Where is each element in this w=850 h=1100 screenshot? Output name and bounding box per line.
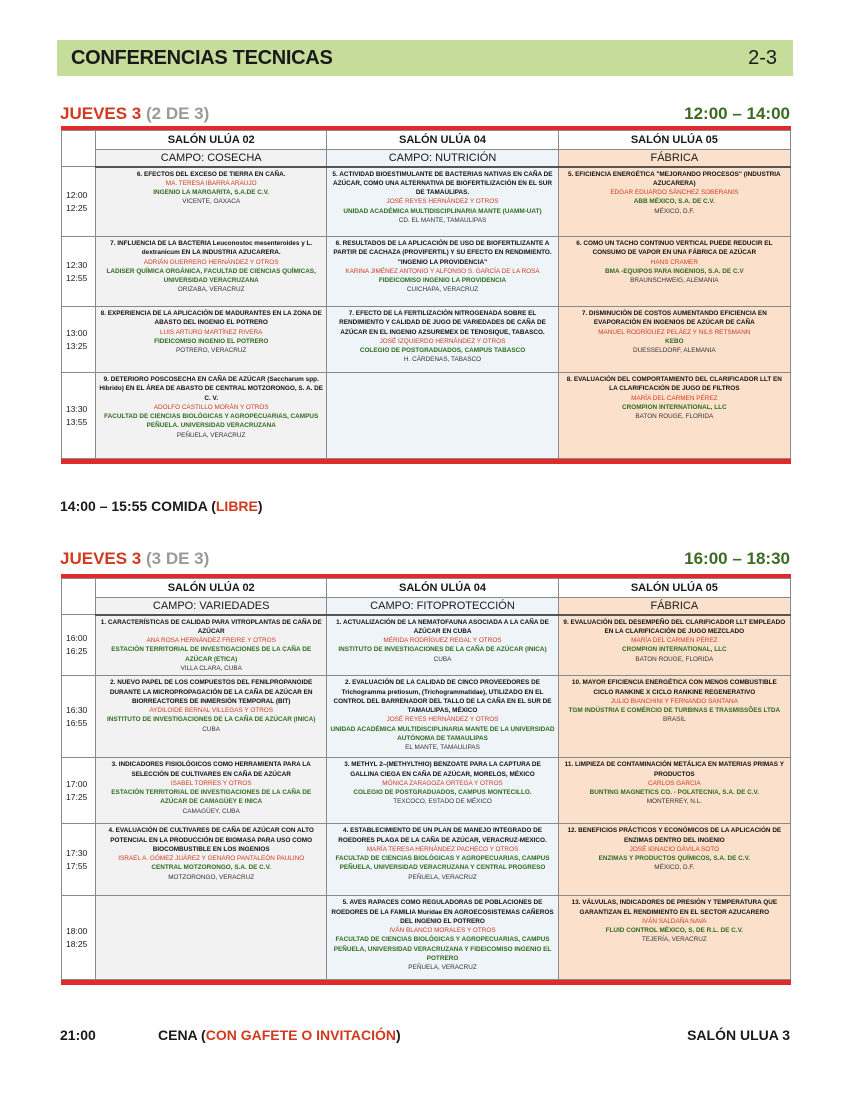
talk-place: CUBA — [202, 725, 221, 733]
talk-cell — [327, 373, 558, 459]
dinner-hall: SALÓN ULUA 3 — [687, 1027, 790, 1043]
talk-authors: IVÁN BLANCO MORALES Y OTROS — [389, 927, 496, 935]
dinner-line: 21:00 CENA ( CON GAFETE O INVITACIÓN ) SALÓN ULUA 3 — [60, 1027, 790, 1043]
lunch-line: 14:00 – 15:55 COMIDA ( LIBRE ) — [60, 498, 263, 514]
hall-header: SALÓN ULÚA 04 — [327, 131, 558, 150]
schedule-table-1 — [61, 126, 791, 464]
talk-authors: ADOLFO CASTILLO MORÁN Y OTROS — [153, 403, 269, 411]
talk-title: 7. DISMINUCIÓN DE COSTOS AUMENTANDO EFICIENCIA EN EVAPORACIÓN EN INGENIOS DE AZÚCAR DE CAÑA — [581, 310, 767, 327]
talk-place: CUBA — [433, 655, 452, 663]
talk-cell — [558, 896, 790, 980]
talk-title: 10. MAYOR EFICIENCIA ENERGÉTICA CON MENOS COMBUSTIBLE CICLO RANKINE X CICLO RANKINE REGENERATIVO — [571, 679, 777, 696]
talk-place: EL MANTE, TAMAULIPAS — [405, 744, 480, 752]
time-slot: 17:00 17:25 — [62, 758, 96, 824]
talk-institution: TGM INDÚSTRIA E COMÉRCIO DE TURBINAS E TRASMISSÕES LTDA — [568, 707, 781, 715]
talk-place: MÉXICO, D.F. — [654, 864, 695, 872]
talk-title: 9. DETERIORO POSCOSECHA EN CAÑA DE AZÚCAR (Saccharum spp. Híbrido) EN EL ÁREA DE ABASTO DE CENTRAL MOTZORONGO, S. A. DE C. V. — [99, 376, 324, 402]
talk-cell — [96, 167, 327, 237]
talk-place: CAMAGÜEY, CUBA — [182, 807, 240, 815]
talk-title: 5. AVES RAPACES COMO REGULADORAS DE POBLACIONES DE ROEDORES DE LA FAMILIA Muridae EN AGROECOSISTEMAS CAÑEROS DEL INGENIO EL POTRERO — [331, 899, 554, 925]
hall-header: SALÓN ULÚA 02 — [96, 579, 327, 598]
talk-cell — [327, 615, 558, 676]
talk-place: MÉXICO, D.F. — [654, 207, 695, 215]
field-header: CAMPO: VARIEDADES — [96, 598, 327, 615]
hall-header: SALÓN ULÚA 05 — [558, 579, 790, 598]
talk-place: BRAUNSCHWEIG, ALEMANIA — [630, 277, 719, 285]
talk-title: 3. METHYL 2–(METHYLTHIO) BENZOATE PARA LA CAPTURA DE GALLINA CIEGA EN CAÑA DE AZÚCAR, MORELOS, MÉXICO — [344, 761, 541, 778]
talk-authors: MÉRIDA RODRÍGUEZ REGAL Y OTROS — [383, 637, 502, 645]
talk-authors: AYDILOIDE BERNAL VILLEGAS Y OTROS — [149, 707, 274, 715]
hall-header: SALÓN ULÚA 05 — [558, 131, 790, 150]
talk-place: MONTERREY, N.L. — [646, 798, 702, 806]
talk-authors: JOSÉ REYES HERNÁNDEZ Y OTROS — [386, 198, 499, 206]
talk-institution: ENZIMAS Y PRODUCTOS QUÍMICOS, S.A. DE C.V. — [598, 855, 751, 863]
hall-header: SALÓN ULÚA 02 — [96, 131, 327, 150]
talk-place: TEXCOCO, ESTADO DE MÉXICO — [393, 798, 492, 806]
talk-title: 4. ESTABLECIMIENTO DE UN PLAN DE MANEJO INTEGRADO DE ROEDORES PLAGA DE LA CAÑA DE AZÚCAR, VERACRUZ-MEXICO. — [338, 827, 547, 844]
time-slot: 13:30 13:55 — [62, 373, 96, 459]
talk-cell — [96, 896, 327, 980]
talk-place: MOTZORONGO, VERACRUZ — [168, 873, 255, 881]
talk-title: 12. BENEFICIOS PRÁCTICOS Y ECONÓMICOS DE LA APLICACIÓN DE ENZIMAS DENTRO DEL INGENIO — [567, 827, 782, 844]
hall-header: SALÓN ULÚA 04 — [327, 579, 558, 598]
talk-title: 5. EFICIENCIA ENERGÉTICA "MEJORANDO PROCESOS" (INDUSTRIA AZUCARERA) — [568, 170, 781, 187]
talk-institution: CROMPION INTERNATIONAL, LLC — [622, 403, 727, 411]
talk-institution: BUNTING MAGNETICS CO. - POLATECNIA, S.A. DE C.V. — [589, 789, 760, 797]
talk-cell — [327, 237, 558, 307]
field-header: FÁBRICA — [558, 598, 790, 615]
page-number: 2-3 — [748, 46, 777, 69]
talk-place: BATON ROUGE, FLORIDA — [635, 655, 714, 663]
talk-authors: MARÍA TERESA HERNÁNDEZ PACHECO Y OTROS — [366, 845, 519, 853]
talk-cell — [558, 237, 790, 307]
time-slot: 12:00 12:25 — [62, 167, 96, 237]
talk-cell — [327, 824, 558, 896]
section-header-1 — [60, 104, 790, 124]
talk-authors: ISABEL TORRES Y OTROS — [170, 779, 252, 787]
talk-title: 2. EVALUACIÓN DE LA CALIDAD DE CINCO PROVEEDORES DE Trichogramma pretiosum, (Trichogrammatidae), UTILIZADO EN EL CONTROL DEL BARRENADOR DEL TALLO DE LA CAÑA EN EL SUR DE TAMAULIPAS, MÉXICO — [333, 679, 552, 715]
talk-place: PEÑUELA, VERACRUZ — [408, 964, 477, 972]
talk-place: H. CÁRDENAS, TABASCO — [403, 356, 482, 364]
field-header: CAMPO: FITOPROTECCIÓN — [327, 598, 558, 615]
talk-authors: ADRIÁN GUERRERO HERNÁNDEZ Y OTROS — [143, 258, 279, 266]
talk-institution: CROMPION INTERNATIONAL, LLC — [622, 646, 727, 654]
talk-authors: JOSÉ REYES HERNÁNDEZ Y OTROS — [386, 716, 499, 724]
talk-title: 6. RESULTADOS DE LA APLICACIÓN DE USO DE BIOFERTILIZANTE A PARTIR DE CACHAZA (PROVIFERTIL) Y SU EFECTO EN RENDIMIENTO. "INGENIO LA PROVIDENCIA" — [333, 240, 552, 266]
talk-authors: JOSÉ IGNACIO DÁVILA SOTO — [629, 845, 720, 853]
dinner-time: 21:00 — [60, 1027, 96, 1043]
talk-institution: LADISER QUÍMICA ORGÁNICA, FACULTAD DE CIENCIAS QUÍMICAS, UNIVERSIDAD VERACRUZANA — [106, 267, 316, 285]
time-slot: 16:00 16:25 — [62, 615, 96, 676]
talk-authors: MARÍA DEL CARMEN PÉREZ — [631, 637, 718, 645]
talk-cell — [96, 615, 327, 676]
talk-authors: IVÁN SALDAÑA NAVA — [642, 917, 707, 925]
talk-authors: MA. TERESA IBARRA ARAUJO — [165, 179, 257, 187]
talk-institution: COLEGIO DE POSTGRADUADOS, CAMPUS TABASCO — [359, 347, 526, 355]
talk-title: 7. EFECTO DE LA FERTILIZACIÓN NITROGENADA SOBRE EL RENDIMIENTO Y CALIDAD DE JUGO DE VARIEDADES DE CAÑA DE AZÚCAR EN EL INGENIO AZSUREMEX DE TENOSIQUE, TABASCO. — [339, 310, 546, 336]
talk-place: ORIZABA, VERACRUZ — [177, 286, 245, 294]
talk-institution: FACULTAD DE CIENCIAS BIOLÓGICAS Y AGROPECUARIAS, CAMPUS PEÑUELA, UNIVERSIDAD VERACRUZANA Y FIDEICOMISO INGENIO EL POTRERO — [333, 936, 552, 963]
talk-institution: KEBO — [665, 337, 684, 345]
talk-place: CD. EL MANTE, TAMAULIPAS — [398, 216, 487, 224]
talk-place: CUICHAPA, VERACRUZ — [406, 286, 479, 294]
time-slot: 16:30 16:55 — [62, 676, 96, 758]
page-banner — [57, 40, 793, 76]
talk-institution: FIDEICOMISO INGENIO LA PROVIDENCIA — [378, 277, 507, 285]
talk-title: 6. COMO UN TACHO CONTINUO VERTICAL PUEDE REDUCIR EL CONSUMO DE VAPOR EN UNA FÁBRICA DE AZÚCAR — [576, 240, 773, 257]
talk-place: TEJERÍA, VERACRUZ — [641, 936, 707, 944]
field-header: CAMPO: COSECHA — [96, 150, 327, 167]
talk-place: PEÑUELA, VERACRUZ — [176, 431, 246, 439]
talk-cell — [96, 237, 327, 307]
talk-cell — [96, 373, 327, 459]
talk-cell — [558, 615, 790, 676]
talk-title: 4. EVALUACIÓN DE CULTIVARES DE CAÑA DE AZÚCAR CON ALTO POTENCIAL EN LA PRODUCCIÓN DE BIOMASA PARA USO COMO BIOCOMBUSTIBLE EN LOS INGENIOS — [108, 827, 314, 853]
talk-cell — [327, 307, 558, 373]
talk-place: BRASIL — [662, 716, 686, 724]
talk-cell — [96, 824, 327, 896]
talk-institution: FACULTAD DE CIENCIAS BIOLÓGICAS Y AGROPECUARIAS, CAMPUS PEÑUELA. UNIVERSIDAD VERACRUZANA — [104, 413, 319, 430]
talk-authors: LUIS ARTURO MARTÍNEZ RIVERA — [159, 328, 263, 336]
talk-place: POTRERO, VERACRUZ — [176, 347, 247, 355]
talk-place: VICENTE, OAXACA — [182, 198, 241, 206]
talk-title: 2. NUEVO PAPEL DE LOS COMPUESTOS DEL FENILPROPANOIDE DURANTE LA MICROPROPAGACIÓN DE LA CAÑA DE AZÚCAR EN BIORREACTORES DE INMERSIÓN TEMPORAL (BIT) — [109, 679, 313, 705]
talk-place: BATON ROUGE, FLORIDA — [635, 413, 714, 421]
talk-authors: MANUEL RODRÍGUEZ PELÁEZ Y NILS RETSMANN — [598, 328, 751, 336]
talk-cell — [558, 167, 790, 237]
talk-institution: BMA -EQUIPOS PARA INGENIOS, S.A. DE C.V — [605, 267, 744, 275]
talk-authors: EDGAR EDUARDO SÁNCHEZ SOBERANIS — [610, 189, 739, 197]
talk-institution: COLEGIO DE POSTGRADUADOS, CAMPUS MONTECILLO. — [353, 789, 532, 797]
talk-title: 13. VÁLVULAS, INDICADORES DE PRESIÓN Y TEMPERATURA QUE GARANTIZAN EL RENDIMIENTO EN EL SECTOR AZUCARERO — [571, 899, 778, 916]
time-slot: 13:00 13:25 — [62, 307, 96, 373]
talk-cell — [558, 758, 790, 824]
talk-authors: ISRAEL A. GÓMEZ JUÁREZ Y GENARO PANTALEÓN PAULINO — [118, 855, 305, 863]
time-slot: 18:00 18:25 — [62, 896, 96, 980]
talk-institution: ESTACIÓN TERRITORIAL DE INVESTIGACIONES DE LA CAÑA DE AZÚCAR (ETICA) — [111, 646, 312, 663]
field-header: CAMPO: NUTRICIÓN — [327, 150, 558, 167]
talk-cell — [558, 307, 790, 373]
talk-institution: INGENIO LA MARGARITA, S.A.DE C.V. — [153, 189, 270, 197]
talk-cell — [327, 167, 558, 237]
time-slot: 12:30 12:55 — [62, 237, 96, 307]
talk-institution: ABB MÉXICO, S.A. DE C.V. — [633, 198, 715, 206]
time-slot: 17:30 17:55 — [62, 824, 96, 896]
talk-place: VILLA CLARA, CUBA — [180, 664, 242, 672]
talk-title: 8. EXPERIENCIA DE LA APLICACIÓN DE MADURANTES EN LA ZONA DE ABASTO DEL INGENIO EL POTRERO — [100, 310, 322, 327]
talk-place: PEÑUELA, VERACRUZ — [408, 873, 477, 881]
talk-authors: HANS CRAMER — [650, 258, 698, 266]
section-time: 16:00 – 18:30 — [684, 549, 790, 568]
talk-title: 8. EVALUACIÓN DEL COMPORTAMIENTO DEL CLARIFICADOR LLT EN LA CLARIFICACIÓN DE JUGO DE FILTROS — [566, 376, 782, 393]
section-time: 12:00 – 14:00 — [684, 104, 790, 123]
banner-title: CONFERENCIAS TECNICAS — [71, 46, 333, 69]
section-day: JUEVES 3 (3 DE 3) — [60, 549, 210, 568]
talk-institution: ESTACIÓN TERRITORIAL DE INVESTIGACIONES DE LA CAÑA DE AZÚCAR DE CAMAGÜEY E INICA — [111, 789, 312, 806]
talk-place: DUESSELDORF, ALEMANIA — [632, 347, 716, 355]
section-day: JUEVES 3 (2 DE 3) — [60, 104, 210, 123]
talk-authors: JULIO BIANCHINI Y FERNANDO SANTANA — [610, 697, 738, 705]
talk-authors: JOSÉ IZQUIERDO HERNÁNDEZ Y OTROS — [379, 337, 506, 345]
talk-title: 3. INDICADORES FISIOLÓGICOS COMO HERRAMIENTA PARA LA SELECCIÓN DE CULTIVARES EN CAÑA DE AZÚCAR — [111, 761, 311, 778]
talk-cell — [327, 676, 558, 758]
talk-title: 9. EVALUACIÓN DEL DESEMPEÑO DEL CLARIFICADOR LLT EMPLEADO EN LA CLARIFICACIÓN DE JUGO MEZCLADO — [563, 618, 786, 635]
talk-cell — [96, 307, 327, 373]
talk-institution: FACULTAD DE CIENCIAS BIOLÓGICAS Y AGROPECUARIAS, CAMPUS PEÑUELA, UNIVERSIDAD VERACRUZANA Y CENTRAL PROGRESO — [335, 855, 550, 872]
talk-authors: ANA ROSA HERNÁNDEZ FREIRE Y OTROS — [146, 637, 276, 645]
talk-title: 11. LIMPIEZA DE CONTAMINACIÓN METÁLICA EN MATERIAS PRIMAS Y PRODUCTOS — [564, 761, 784, 778]
talk-title: 7. INFLUENCIA DE LA BACTERIA Leuconostoc mesenteroides y L. dextranicum EN LA INDUSTRIA AZUCARERA. — [110, 240, 313, 257]
talk-cell — [558, 676, 790, 758]
talk-authors: MARÍA DEL CARMEN PÉREZ — [631, 394, 718, 402]
talk-authors: KARINA JIMÉNEZ ANTONIO Y ALFONSO S. GARCÍA DE LA ROSA — [345, 267, 540, 275]
talk-authors: CARLOS GARCIA — [648, 779, 701, 787]
talk-cell — [327, 758, 558, 824]
talk-institution: UNIDAD ACADÉMICA MULTIDISCIPLINARIA MANTE (UAMM-UAT) — [343, 207, 542, 215]
talk-institution: FIDEICOMISO INGENIO EL POTRERO — [154, 337, 269, 345]
talk-authors: MÓNICA ZARAGOZA ORTEGA Y OTROS — [382, 779, 503, 787]
talk-cell — [558, 824, 790, 896]
talk-title: 5. ACTIVIDAD BIOESTIMULANTE DE BACTERIAS NATIVAS EN CAÑA DE AZÚCAR, COMO UNA ALTERNATIVA DE BIOFERTILIZACIÓN EN EL SUR DE TAMAULIPAS. — [332, 170, 553, 197]
talk-cell — [96, 676, 327, 758]
talk-institution: CENTRAL MOTZORONGO, S.A. DE C.V. — [151, 864, 272, 872]
talk-cell — [558, 373, 790, 459]
field-header: FÁBRICA — [558, 150, 790, 167]
talk-title: 1. ACTUALIZACIÓN DE LA NEMATOFAUNA ASOCIADA A LA CAÑA DE AZÚCAR EN CUBA — [336, 618, 549, 635]
talk-title: 1. CARACTERÍSTICAS DE CALIDAD PARA VITROPLANTAS DE CAÑA DE AZÚCAR — [100, 618, 322, 635]
schedule-table-2 — [61, 574, 791, 985]
talk-institution: INSTITUTO DE INVESTIGACIONES DE LA CAÑA DE AZÚCAR (INICA) — [338, 646, 547, 654]
section-header-2 — [60, 549, 790, 569]
talk-cell — [96, 758, 327, 824]
talk-institution: FLUID CONTROL MÉXICO, S. DE R.L. DE C.V. — [605, 927, 744, 935]
talk-institution: UNIDAD ACADÉMICA MULTIDISCIPLINARIA MANTE DE LA UNIVERSIDAD AUTÓNOMA DE TAMAULIPAS — [330, 725, 555, 743]
talk-title: 6. EFECTOS DEL EXCESO DE TIERRA EN CAÑA. — [136, 170, 286, 178]
talk-institution: INSTITUTO DE INVESTIGACIONES DE LA CAÑA DE AZÚCAR (INICA) — [107, 716, 316, 724]
talk-cell — [327, 896, 558, 980]
